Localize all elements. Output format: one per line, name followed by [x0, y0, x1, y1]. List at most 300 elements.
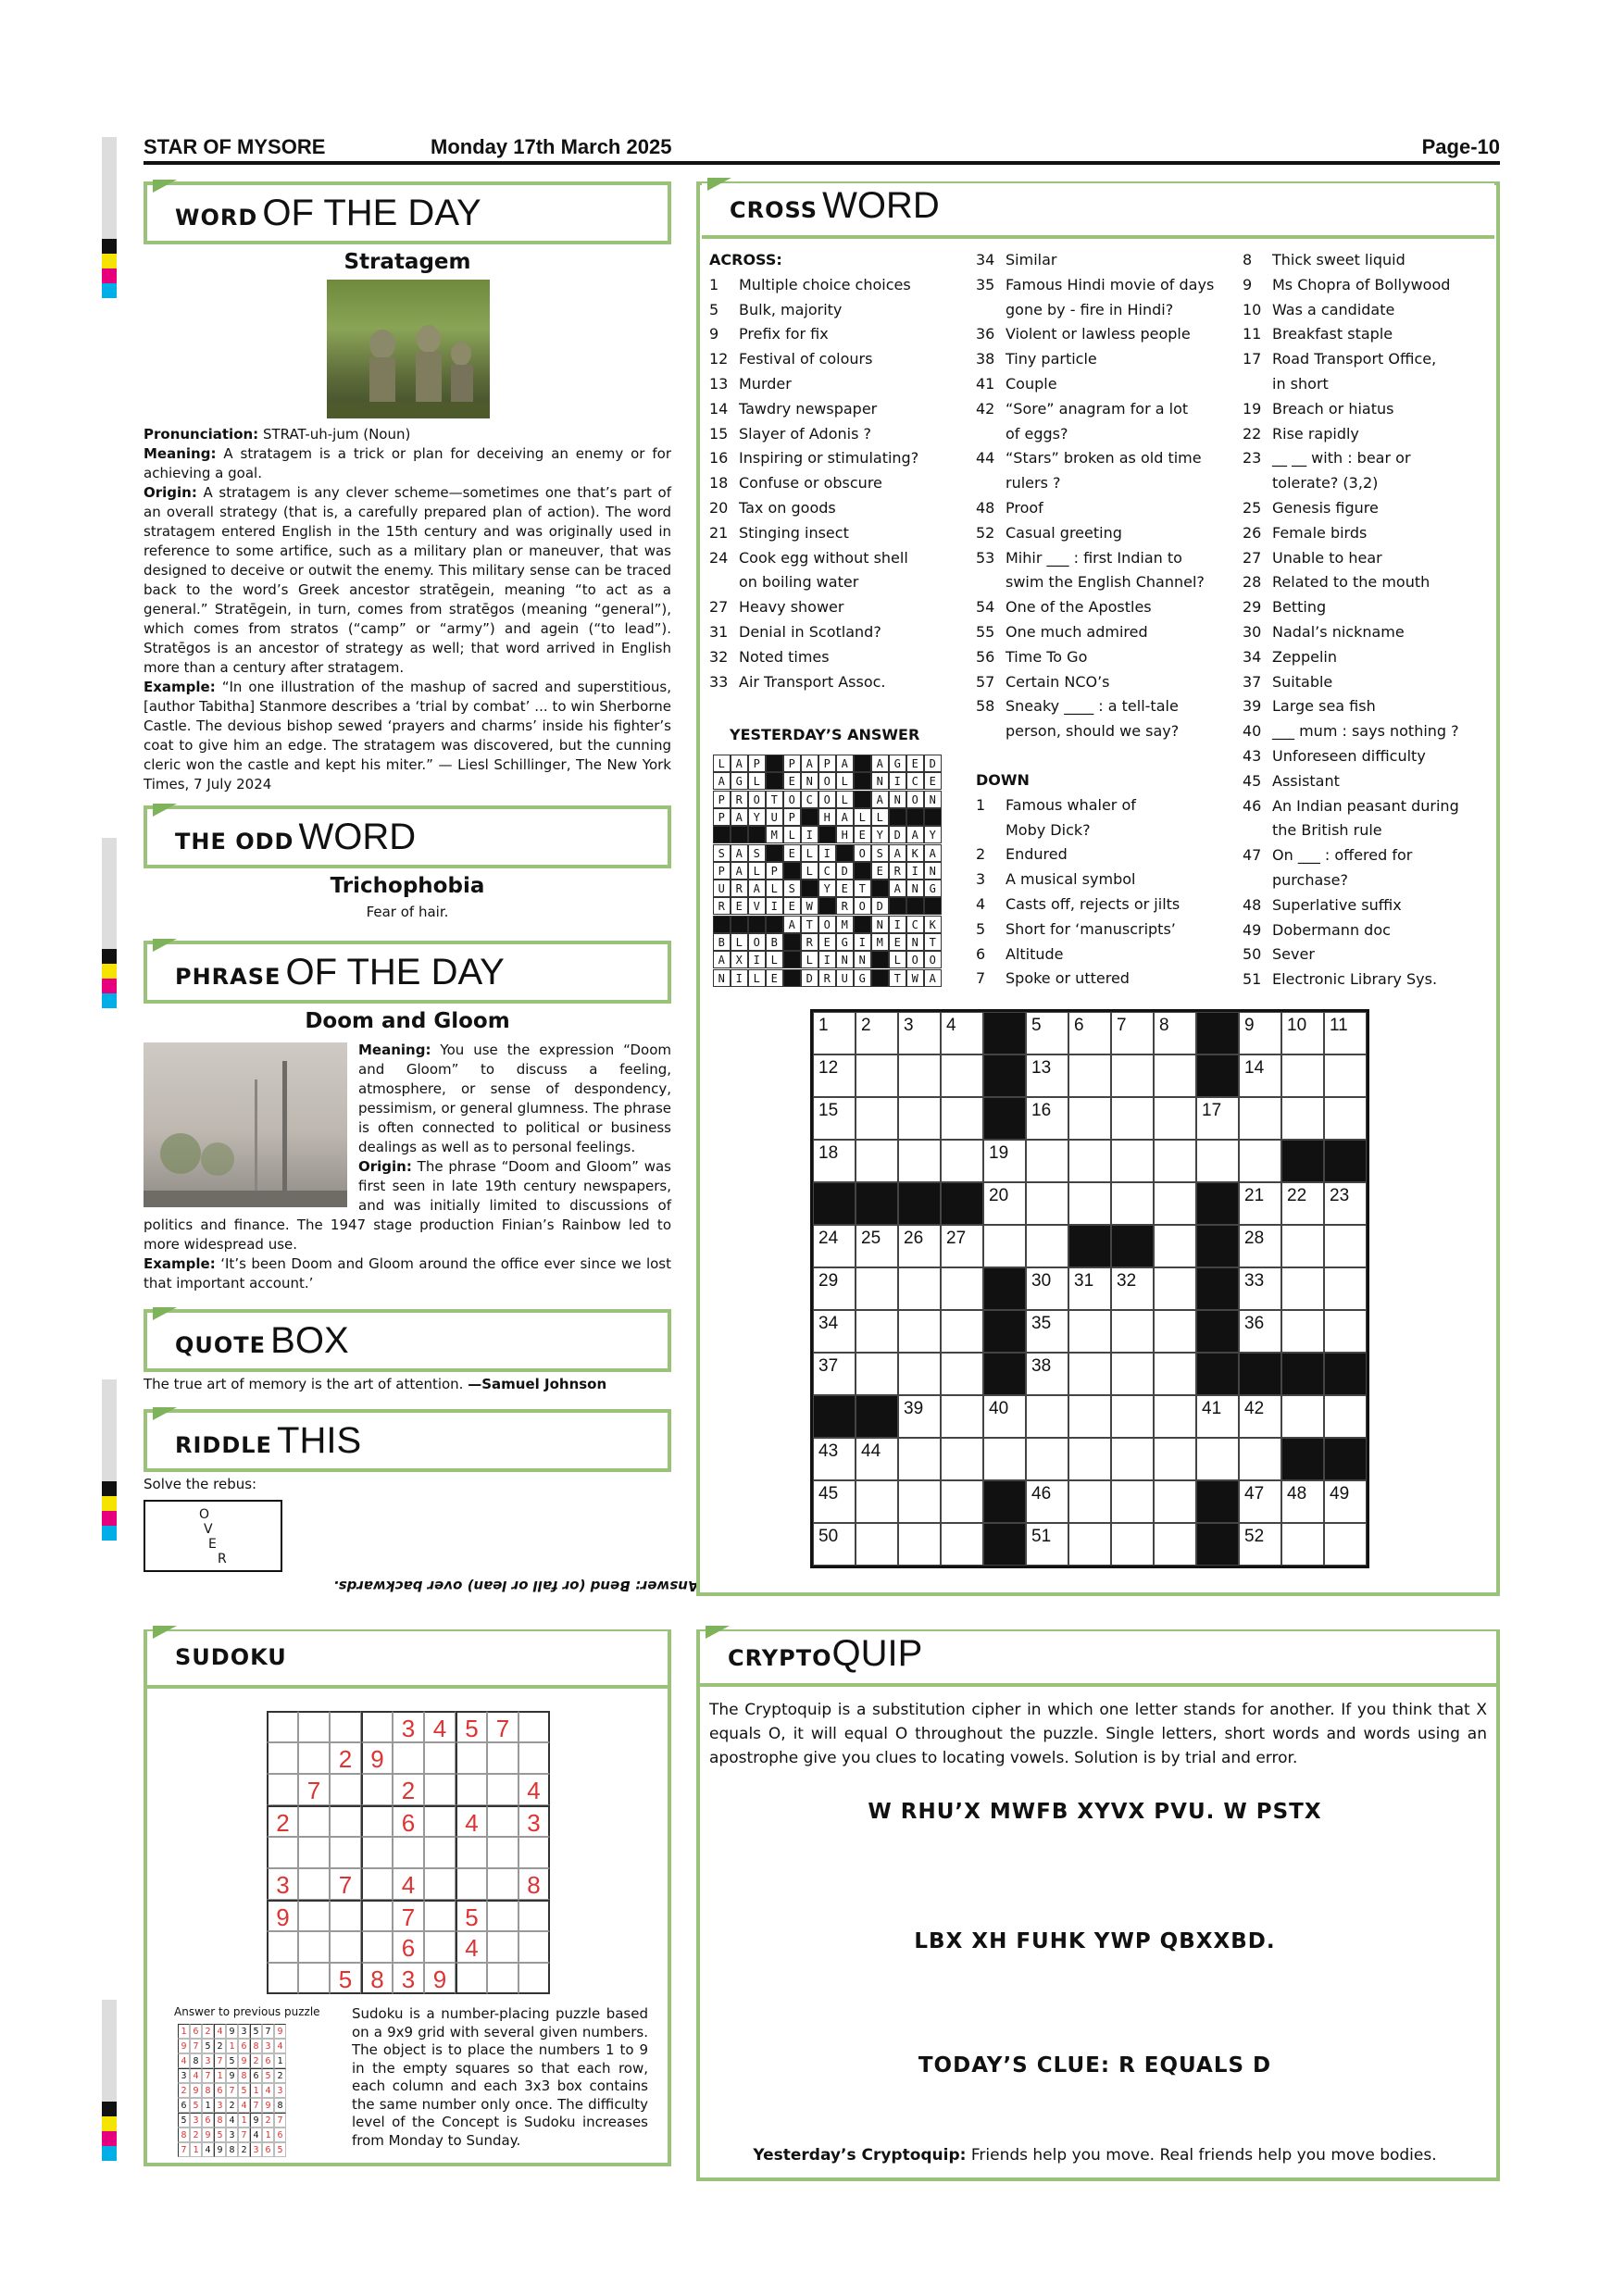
answer-cell: N [871, 916, 889, 933]
clue-row [976, 967, 1235, 992]
crossword-cell[interactable]: 11 [1324, 1012, 1367, 1054]
crossword-cell[interactable]: 51 [1026, 1523, 1068, 1566]
sudoku-answer-cell: 3 [262, 2039, 274, 2053]
crossword-cell[interactable]: 28 [1239, 1225, 1281, 1267]
answer-cell: A [906, 826, 924, 843]
sudoku-cell[interactable] [456, 1837, 487, 1868]
crossword-cell[interactable] [983, 1225, 1026, 1267]
sudoku-cell[interactable] [518, 1963, 550, 1994]
clue-number: 33 [709, 672, 729, 691]
crossword-cell[interactable] [1026, 1182, 1068, 1225]
crossword-cell[interactable] [1026, 1395, 1068, 1438]
sudoku-answer-cell: 3 [274, 2083, 286, 2098]
crossword-cell[interactable]: 26 [898, 1225, 941, 1267]
crossword-cell[interactable] [1111, 1438, 1154, 1480]
sudoku-cell[interactable] [518, 1711, 550, 1742]
crossword-cell[interactable] [1111, 1140, 1154, 1182]
sudoku-cell[interactable] [424, 1774, 456, 1805]
photo-float-spacer [144, 1041, 358, 1207]
answer-black-cell [871, 969, 889, 987]
crossword-cell[interactable] [1324, 1054, 1367, 1097]
clue-row [1243, 645, 1502, 670]
answer-cell: O [854, 844, 871, 862]
answer-cell: O [783, 791, 801, 808]
answer-cell: G [889, 755, 906, 772]
crossword-cell[interactable] [1239, 1097, 1281, 1140]
crossword-cell[interactable] [1154, 1480, 1196, 1523]
crossword-cell[interactable] [941, 1523, 983, 1566]
clue-row [976, 645, 1235, 670]
crossword-cell[interactable]: 12 [813, 1054, 856, 1097]
clue-number: 3 [976, 870, 986, 889]
clue-text: Thick sweet liquid [1272, 251, 1405, 268]
sudoku-cell[interactable] [487, 1805, 518, 1837]
sudoku-cell: 4 [456, 1805, 487, 1837]
answer-black-cell [731, 826, 748, 843]
sudoku-cell[interactable] [487, 1931, 518, 1963]
crossword-cell[interactable] [941, 1054, 983, 1097]
sudoku-answer-cell: 8 [250, 2039, 262, 2053]
sudoku-cell[interactable] [298, 1900, 330, 1931]
clue-text: Festival of colours [739, 350, 873, 368]
answer-cell: O [748, 933, 766, 951]
clue-number: 54 [976, 598, 995, 617]
crossword-cell[interactable] [1154, 1140, 1196, 1182]
crossword-cell[interactable] [1154, 1054, 1196, 1097]
crossword-cell[interactable]: 31 [1068, 1267, 1111, 1310]
answer-cell: A [731, 755, 748, 772]
word-of-day-title-box [144, 181, 671, 244]
crossword-grid [810, 1009, 1369, 1568]
crossword-cell[interactable] [1068, 1438, 1111, 1480]
answer-cell: A [871, 791, 889, 808]
answer-cell: X [731, 951, 748, 968]
sudoku-answer-cell: 8 [178, 2128, 190, 2142]
crossword-cell[interactable] [1281, 1395, 1324, 1438]
crossword-cell[interactable]: 36 [1239, 1310, 1281, 1353]
clue-text: Was a candidate [1272, 300, 1395, 318]
crossword-cell[interactable]: 34 [813, 1310, 856, 1353]
crossword-cell[interactable] [1239, 1438, 1281, 1480]
crossword-cell[interactable]: 47 [1239, 1480, 1281, 1523]
crossword-cell[interactable] [898, 1523, 941, 1566]
sudoku-cell[interactable] [456, 1868, 487, 1900]
sudoku-cell[interactable] [298, 1805, 330, 1837]
corner-tab [707, 178, 731, 191]
crossword-cell[interactable] [1281, 1097, 1324, 1140]
crossword-cell[interactable] [1068, 1395, 1111, 1438]
crossword-cell[interactable] [856, 1480, 898, 1523]
sudoku-answer-cell: 1 [274, 2053, 286, 2068]
crossword-cell[interactable]: 19 [983, 1140, 1026, 1182]
clue-text: gone by - fire in Hindi? [1006, 300, 1174, 318]
clue-number: 5 [709, 300, 719, 318]
answer-black-cell [889, 897, 906, 915]
crossword-cell[interactable] [1281, 1054, 1324, 1097]
clue-text: Nadal’s nickname [1272, 622, 1405, 641]
answer-cell: A [783, 916, 801, 933]
sudoku-answer-cell: 7 [214, 2053, 226, 2068]
crossword-cell[interactable] [1111, 1395, 1154, 1438]
clue-row [976, 842, 1235, 867]
crossword-cell[interactable] [1111, 1054, 1154, 1097]
crossword-cell[interactable] [1154, 1182, 1196, 1225]
sudoku-cell[interactable] [424, 1900, 456, 1931]
crossword-cell[interactable]: 6 [1068, 1012, 1111, 1054]
sudoku-cell[interactable] [487, 1868, 518, 1900]
crossword-cell[interactable] [1154, 1523, 1196, 1566]
crossword-cell[interactable]: 46 [1026, 1480, 1068, 1523]
clue-number: 45 [1243, 771, 1262, 790]
crossword-cell[interactable] [1154, 1353, 1196, 1395]
clue-row [976, 322, 1235, 347]
answer-cell: S [783, 880, 801, 897]
crossword-cell[interactable] [1026, 1140, 1068, 1182]
sudoku-answer-cell: 5 [190, 2098, 202, 2113]
crossword-cell[interactable] [1324, 1523, 1367, 1566]
answer-black-cell [854, 755, 871, 772]
crossword-cell[interactable] [1111, 1523, 1154, 1566]
crossword-cell[interactable] [1281, 1225, 1324, 1267]
crossword-cell[interactable]: 30 [1026, 1267, 1068, 1310]
crossword-cell[interactable]: 52 [1239, 1523, 1281, 1566]
sudoku-cell[interactable] [393, 1837, 424, 1868]
crossword-cell[interactable] [941, 1353, 983, 1395]
clue-text: Breakfast staple [1272, 325, 1393, 343]
answer-cell: A [713, 772, 731, 790]
pronunciation: STRAT-uh-jum (Noun) [258, 426, 411, 443]
sudoku-cell[interactable] [267, 1711, 298, 1742]
sudoku-cell: 9 [361, 1742, 393, 1774]
sudoku-cell[interactable] [518, 1931, 550, 1963]
answer-cell: M [766, 826, 783, 843]
crossword-cell[interactable] [1111, 1182, 1154, 1225]
crossword-cell[interactable]: 50 [813, 1523, 856, 1566]
clue-row [709, 620, 968, 645]
crossword-cell[interactable] [1068, 1182, 1111, 1225]
sudoku-cell[interactable] [393, 1742, 424, 1774]
answer-cell: E [836, 880, 854, 897]
section-title-a: THE ODD [175, 829, 294, 855]
meaning-label: Meaning: [358, 1042, 431, 1058]
answer-black-cell [854, 791, 871, 808]
clue-text: Inspiring or stimulating? [739, 449, 919, 468]
sudoku-cell[interactable] [424, 1931, 456, 1963]
crossword-cell[interactable] [856, 1523, 898, 1566]
clue-number: 15 [709, 424, 729, 443]
crossword-cell[interactable]: 32 [1111, 1267, 1154, 1310]
crossword-cell[interactable] [1281, 1523, 1324, 1566]
crossword-cell[interactable] [856, 1140, 898, 1182]
crossword-cell[interactable] [1154, 1395, 1196, 1438]
corner-tab [153, 1407, 177, 1420]
crossword-cell[interactable]: 18 [813, 1140, 856, 1182]
crossword-cell[interactable] [898, 1097, 941, 1140]
answer-cell: E [731, 897, 748, 915]
sudoku-cell[interactable] [487, 1837, 518, 1868]
crossword-cell[interactable]: 4 [941, 1012, 983, 1054]
clue-row [976, 793, 1235, 818]
crossword-cell[interactable]: 45 [813, 1480, 856, 1523]
crossword-cell[interactable]: 14 [1239, 1054, 1281, 1097]
answer-cell: L [801, 862, 818, 880]
clue-text: On ___ : offered for [1272, 846, 1413, 865]
answer-cell: K [906, 844, 924, 862]
sudoku-cell[interactable] [456, 1742, 487, 1774]
sudoku-cell[interactable] [361, 1711, 393, 1742]
crossword-cell[interactable] [856, 1054, 898, 1097]
crossword-cell[interactable]: 15 [813, 1097, 856, 1140]
clue-number: 43 [1243, 746, 1262, 765]
clue-text: Tax on goods [739, 498, 836, 517]
sudoku-cell[interactable] [361, 1931, 393, 1963]
clue-text: Assistant [1272, 771, 1340, 790]
crossword-cell[interactable] [1154, 1267, 1196, 1310]
crossword-cell[interactable] [1068, 1097, 1111, 1140]
riddle-prompt: Solve the rebus: [144, 1476, 257, 1492]
sudoku-cell[interactable] [267, 1742, 298, 1774]
crossword-cell[interactable]: 25 [856, 1225, 898, 1267]
clue-number [976, 570, 1006, 595]
crossword-cell[interactable]: 49 [1324, 1480, 1367, 1523]
sudoku-cell[interactable] [298, 1837, 330, 1868]
sudoku-answer-cell: 2 [226, 2098, 238, 2113]
clue-row [976, 471, 1235, 496]
sudoku-cell[interactable] [487, 1900, 518, 1931]
sudoku-cell[interactable] [298, 1711, 330, 1742]
sudoku-cell[interactable] [424, 1742, 456, 1774]
crossword-cell[interactable] [1239, 1140, 1281, 1182]
sudoku-answer-cell: 9 [226, 2068, 238, 2083]
sudoku-cell: 6 [393, 1931, 424, 1963]
clue-text: “Sore” anagram for a lot [1006, 399, 1189, 418]
crossword-cell[interactable]: 2 [856, 1012, 898, 1054]
crossword-cell[interactable]: 27 [941, 1225, 983, 1267]
sudoku-cell[interactable] [456, 1774, 487, 1805]
answer-cell: D [836, 862, 854, 880]
sudoku-cell[interactable] [361, 1900, 393, 1931]
clue-row [976, 496, 1235, 521]
phrase-origin: The phrase “Doom and Gloom” was first seen in late 19th century newspapers, and was initially limited to discussions of politics and finance. The 1947 stage production Finian’s Rainbow led to more widespread use. [144, 1158, 671, 1253]
crossword-cell[interactable] [856, 1267, 898, 1310]
crossword-cell[interactable] [1068, 1353, 1111, 1395]
sudoku-cell[interactable] [267, 1931, 298, 1963]
answer-cell: L [748, 969, 766, 987]
crossword-cell[interactable] [898, 1140, 941, 1182]
riddle-answer-upside-down: Answer: Bend (or fall or lean) over backwards. [333, 1578, 699, 1594]
section-title-b: QUIP [831, 1633, 923, 1674]
sudoku-cell[interactable] [424, 1868, 456, 1900]
sudoku-answer-cell: 4 [202, 2142, 214, 2157]
crossword-cell[interactable] [1196, 1140, 1239, 1182]
clue-text: Time To Go [1006, 647, 1088, 666]
crossword-cell[interactable]: 22 [1281, 1182, 1324, 1225]
crossword-cell[interactable]: 23 [1324, 1182, 1367, 1225]
crossword-cell[interactable] [1068, 1523, 1111, 1566]
crossword-cell[interactable] [1068, 1310, 1111, 1353]
crossword-cell[interactable] [898, 1310, 941, 1353]
crossword-cell[interactable]: 42 [1239, 1395, 1281, 1438]
sudoku-answer-cell: 3 [178, 2068, 190, 2083]
sudoku-cell[interactable] [361, 1868, 393, 1900]
crossword-cell[interactable]: 21 [1239, 1182, 1281, 1225]
crossword-cell[interactable] [898, 1267, 941, 1310]
answer-cell: E [783, 772, 801, 790]
clue-text: Mihir ___ : first Indian to [1006, 548, 1182, 567]
crossword-cell[interactable] [941, 1395, 983, 1438]
crossword-cell[interactable] [1154, 1097, 1196, 1140]
sudoku-cell[interactable] [330, 1711, 361, 1742]
crossword-cell[interactable] [1324, 1225, 1367, 1267]
origin-label: Origin: [358, 1158, 412, 1175]
crossword-cell[interactable]: 17 [1196, 1097, 1239, 1140]
sudoku-cell[interactable] [330, 1837, 361, 1868]
sudoku-cell[interactable] [487, 1774, 518, 1805]
answer-black-cell [748, 826, 766, 843]
sudoku-cell[interactable] [330, 1931, 361, 1963]
crossword-cell[interactable]: 29 [813, 1267, 856, 1310]
crossword-cell[interactable] [1154, 1438, 1196, 1480]
clue-number [709, 570, 739, 595]
sudoku-cell[interactable] [330, 1900, 361, 1931]
crossword-cell[interactable] [941, 1480, 983, 1523]
sudoku-cell[interactable] [424, 1805, 456, 1837]
clue-number: 28 [1243, 573, 1262, 592]
sudoku-cell[interactable] [267, 1963, 298, 1994]
crossword-cell[interactable] [1068, 1054, 1111, 1097]
crossword-cell[interactable]: 10 [1281, 1012, 1324, 1054]
crossword-cell[interactable]: 1 [813, 1012, 856, 1054]
crossword-cell[interactable] [1026, 1438, 1068, 1480]
sudoku-cell[interactable] [424, 1837, 456, 1868]
sudoku-answer-cell: 9 [202, 2128, 214, 2142]
crossword-cell[interactable] [1068, 1480, 1111, 1523]
crossword-cell[interactable]: 7 [1111, 1012, 1154, 1054]
crossword-cell[interactable] [983, 1438, 1026, 1480]
sudoku-cell[interactable] [267, 1837, 298, 1868]
sudoku-cell[interactable] [456, 1963, 487, 1994]
crossword-cell[interactable] [941, 1140, 983, 1182]
crossword-cell[interactable]: 16 [1026, 1097, 1068, 1140]
crossword-cell[interactable] [898, 1438, 941, 1480]
sudoku-cell[interactable] [298, 1868, 330, 1900]
origin: A stratagem is any clever scheme—sometimes one that’s part of an overall strategy (that is, a carefully prepared plan of action). The word stratagem entered English in the 15th century and was originally used in reference to some artifice, such as a military plan or maneuver, that was designed to deceive or outwit the enemy. This military sense can be traced back to the word’s Greek ancestor stratēgein, meaning “to act as a general.” Stratēgein, in turn, comes from stratēgos (meaning “general”), which comes from stratos (“camp” or “army”) and agein (“to lead”). Stratēgos is an ancestor of strategy as well; that word arrived in English more than a century after stratagem. [144, 484, 671, 676]
sudoku-cell[interactable] [267, 1774, 298, 1805]
crossword-cell[interactable] [1324, 1395, 1367, 1438]
pron-label: Pronunciation: [144, 426, 259, 443]
crossword-cell[interactable] [856, 1310, 898, 1353]
sudoku-cell[interactable] [361, 1805, 393, 1837]
sudoku-cell[interactable] [487, 1742, 518, 1774]
crossword-cell[interactable] [1324, 1267, 1367, 1310]
crossword-cell[interactable] [1324, 1310, 1367, 1353]
crossword-cell[interactable] [1111, 1353, 1154, 1395]
answer-cell: A [924, 844, 942, 862]
sudoku-answer-cell: 5 [274, 2142, 286, 2157]
crossword-cell[interactable] [941, 1097, 983, 1140]
crossword-cell[interactable]: 20 [983, 1182, 1026, 1225]
crossword-cell[interactable]: 38 [1026, 1353, 1068, 1395]
section-title-a: CROSS [730, 197, 818, 223]
crossword-cell[interactable] [1154, 1225, 1196, 1267]
example-label: Example: [144, 1255, 216, 1272]
crossword-cell[interactable]: 37 [813, 1353, 856, 1395]
answer-cell: C [906, 772, 924, 790]
crossword-cell[interactable] [856, 1353, 898, 1395]
sudoku-cell[interactable] [298, 1742, 330, 1774]
crossword-cell[interactable] [898, 1054, 941, 1097]
crossword-cell[interactable]: 41 [1196, 1395, 1239, 1438]
sudoku-answer-cell: 6 [250, 2068, 262, 2083]
crossword-cell[interactable] [898, 1353, 941, 1395]
crossword-cell[interactable]: 44 [856, 1438, 898, 1480]
crossword-cell[interactable]: 5 [1026, 1012, 1068, 1054]
clue-row [1243, 818, 1502, 843]
crossword-cell[interactable] [1111, 1480, 1154, 1523]
crossword-cell[interactable] [1281, 1310, 1324, 1353]
sudoku-cell[interactable] [361, 1774, 393, 1805]
crossword-cell[interactable] [941, 1438, 983, 1480]
crossword-cell[interactable]: 48 [1281, 1480, 1324, 1523]
sudoku-answer-cell: 9 [250, 2113, 262, 2128]
section-title-a: RIDDLE [175, 1432, 272, 1458]
crossword-cell[interactable] [1068, 1140, 1111, 1182]
sudoku-cell[interactable] [518, 1837, 550, 1868]
crossword-cell[interactable] [898, 1480, 941, 1523]
sudoku-cell[interactable] [298, 1963, 330, 1994]
crossword-cell[interactable] [1281, 1267, 1324, 1310]
sudoku-cell[interactable] [487, 1963, 518, 1994]
sudoku-cell[interactable] [298, 1931, 330, 1963]
sudoku-answer-cell: 7 [274, 2113, 286, 2128]
clue-number: 49 [1243, 920, 1262, 939]
answer-cell: O [854, 897, 871, 915]
crossword-cell[interactable] [1196, 1438, 1239, 1480]
crossword-cell[interactable]: 35 [1026, 1310, 1068, 1353]
sudoku-cell[interactable] [518, 1900, 550, 1931]
crossword-cell[interactable]: 33 [1239, 1267, 1281, 1310]
crossword-cell[interactable] [941, 1310, 983, 1353]
crossword-cell[interactable] [1111, 1310, 1154, 1353]
odd-word: Trichophobia [330, 874, 485, 898]
crossword-cell[interactable] [1026, 1225, 1068, 1267]
crossword-cell[interactable]: 40 [983, 1395, 1026, 1438]
answer-cell: P [713, 791, 731, 808]
crossword-cell[interactable] [1324, 1097, 1367, 1140]
sudoku-cell[interactable] [518, 1742, 550, 1774]
clue-number: 13 [709, 374, 729, 393]
crossword-cell[interactable] [856, 1097, 898, 1140]
crossword-cell[interactable]: 43 [813, 1438, 856, 1480]
clue-text: in short [1272, 374, 1329, 393]
clue-text: Genesis figure [1272, 498, 1379, 517]
crossword-cell[interactable]: 9 [1239, 1012, 1281, 1054]
crossword-cell[interactable]: 3 [898, 1012, 941, 1054]
crossword-cell[interactable] [1154, 1310, 1196, 1353]
crossword-cell[interactable]: 8 [1154, 1012, 1196, 1054]
sudoku-cell[interactable] [330, 1805, 361, 1837]
crossword-cell[interactable]: 13 [1026, 1054, 1068, 1097]
crossword-cell[interactable] [1111, 1097, 1154, 1140]
crossword-cell[interactable]: 39 [898, 1395, 941, 1438]
answer-cell: E [818, 933, 836, 951]
sudoku-cell[interactable] [330, 1774, 361, 1805]
clue-row [1243, 546, 1502, 571]
crossword-cell[interactable] [941, 1267, 983, 1310]
sudoku-cell[interactable] [361, 1837, 393, 1868]
crossword-cell[interactable]: 24 [813, 1225, 856, 1267]
clue-row [976, 521, 1235, 546]
